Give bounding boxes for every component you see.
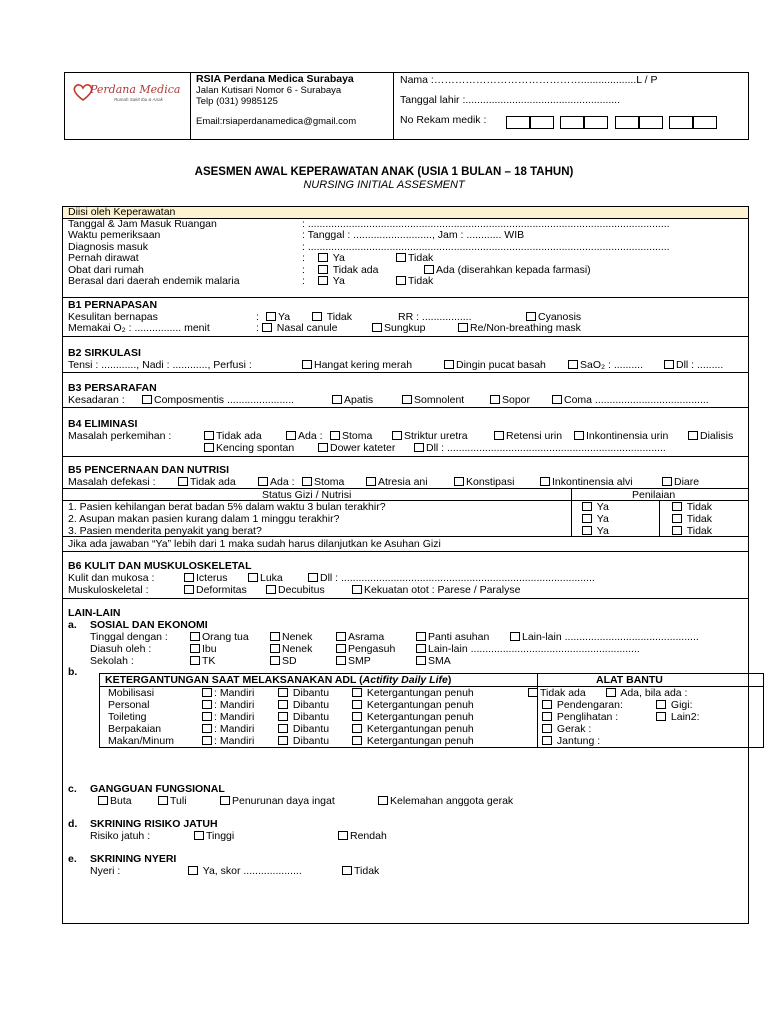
adl-row-label: Personal	[108, 699, 150, 711]
b3-kesadaran: Kesadaran :	[68, 394, 125, 406]
lain-title: LAIN-LAIN	[68, 607, 121, 619]
tinggal-orang-tua[interactable]: Orang tua	[190, 631, 249, 643]
hospital-logo	[72, 80, 187, 110]
alat-bantu-item[interactable]: Gerak :	[542, 723, 591, 735]
b3-coma[interactable]: Coma .......................................	[552, 394, 709, 406]
b6-deformitas[interactable]: Deformitas	[184, 584, 247, 596]
b2-dll[interactable]: Dll : .........	[664, 359, 723, 371]
nutrisi-tidak[interactable]: Tidak	[672, 525, 712, 537]
status-gizi-header: Status Gizi / Nutrisi	[262, 489, 352, 501]
sekolah-sd[interactable]: SD	[270, 655, 297, 667]
adl-dibantu[interactable]: Dibantu	[278, 723, 329, 735]
b2-hangat[interactable]: Hangat kering merah	[302, 359, 412, 371]
tinggal-nenek[interactable]: Nenek	[270, 631, 312, 643]
tinggal-label: Tinggal dengan :	[90, 631, 168, 643]
lain-a-letter: a.	[68, 619, 77, 631]
b2-tensi[interactable]: Tensi : ............, Nadi : ............, Perfusi :	[68, 359, 252, 371]
penilaian-header: Penilaian	[632, 489, 676, 501]
b1-cyanosis[interactable]: Cyanosis	[526, 311, 581, 323]
nutrisi-note: Jika ada jawaban “Ya” lebih dari 1 maka sudah harus dilanjutkan ke Asuhan Gizi	[68, 538, 441, 550]
lain-e-letter: e.	[68, 853, 77, 865]
nutrisi-ya[interactable]: Ya	[582, 513, 609, 525]
lain-c-title: GANGGUAN FUNGSIONAL	[90, 783, 225, 795]
diasuh-lain[interactable]: Lain-lain ..........................................................	[416, 643, 640, 655]
nutrisi-table-divider	[659, 500, 660, 536]
nutrisi-question: 2. Asupan makan pasien kurang dalam 1 minggu terakhir?	[68, 513, 340, 525]
b1-nasal[interactable]: : Nasal canule	[256, 322, 338, 334]
rekam-medik-label: No Rekam medik :	[400, 114, 487, 126]
b1-colon: :	[256, 311, 259, 323]
b5-konstipasi[interactable]: Konstipasi	[454, 476, 514, 488]
b5-stoma[interactable]: Stoma	[302, 476, 344, 488]
nutrisi-ya[interactable]: Ya	[582, 501, 609, 513]
adl-row-label: Toileting	[108, 711, 147, 723]
lain-d-letter: d.	[68, 818, 78, 830]
b2-sao2[interactable]: SaO₂ : ..........	[568, 359, 643, 371]
risiko-rendah[interactable]: Rendah	[338, 830, 387, 842]
b1-sungkup[interactable]: Sungkup	[372, 322, 425, 334]
b5-masalah: Masalah defekasi :	[68, 476, 156, 488]
b1-rr[interactable]: RR : .................	[398, 311, 472, 323]
b1-kesulitan: Kesulitan bernapas	[68, 311, 158, 323]
intro-row-value[interactable]: : ............................................................................................................................	[302, 241, 670, 253]
alat-bantu-item[interactable]: Penglihatan :	[542, 711, 618, 723]
intro-row-label: Berasal dari daerah endemik malaria	[68, 275, 240, 287]
tinggal-asrama[interactable]: Asrama	[336, 631, 384, 643]
nutrisi-table-divider	[571, 488, 572, 536]
nyeri-label: Nyeri :	[90, 865, 121, 877]
lain-b-letter: b.	[68, 666, 78, 678]
logo-text: Perdana Medica	[90, 83, 181, 96]
b6-kekuatan[interactable]: Kekuatan otot : Parese / Paralyse	[352, 584, 520, 596]
b3-somnolent[interactable]: Somnolent	[402, 394, 464, 406]
b4-title: B4 ELIMINASI	[68, 418, 138, 430]
divider	[62, 551, 749, 552]
intro-row-value[interactable]: : Tanggal : ..........................., Jam : ............ WIB	[302, 229, 525, 241]
intro-row-label: Tanggal & Jam Masuk Ruangan	[68, 218, 217, 230]
adl-dibantu[interactable]: Dibantu	[278, 687, 329, 699]
adl-ketergantungan[interactable]: Ketergantungan penuh	[352, 723, 474, 735]
c-tuli[interactable]: Tuli	[158, 795, 187, 807]
b3-sopor[interactable]: Sopor	[490, 394, 530, 406]
intro-row-value: :	[302, 264, 305, 276]
adl-mandiri[interactable]: : Mandiri	[202, 735, 254, 747]
b1-title: B1 PERNAPASAN	[68, 299, 158, 311]
adl-table-divider	[537, 673, 538, 748]
b4-stoma[interactable]: Stoma	[330, 430, 372, 442]
b5-tidak-ada[interactable]: Tidak ada	[178, 476, 236, 488]
c-buta[interactable]: Buta	[98, 795, 132, 807]
alat-bantu-item[interactable]: Tidak ada	[528, 687, 586, 699]
intro-row-value: :	[302, 275, 305, 287]
hospital-phone: Telp (031) 9985125	[196, 96, 278, 107]
b5-inkontinensia[interactable]: Inkontinensia alvi	[540, 476, 633, 488]
diasuh-pengasuh[interactable]: Pengasuh	[336, 643, 395, 655]
header-divider-1	[190, 72, 191, 140]
tinggal-lain[interactable]: Lain-lain ..............................................	[510, 631, 699, 643]
alat-ada-bila[interactable]: Ada, bila ada :	[606, 687, 687, 699]
b1-tidak[interactable]: Tidak	[312, 311, 352, 323]
lain-d-title: SKRINING RISIKO JATUH	[90, 818, 218, 830]
divider	[62, 407, 749, 408]
malaria-ya[interactable]: Ya	[318, 275, 345, 287]
tanggal-lahir-field[interactable]: Tanggal lahir :.....................................................	[400, 94, 620, 106]
obat-tidak-ada[interactable]: Tidak ada	[318, 264, 378, 276]
nama-field[interactable]: Nama :……………………………………...................L / P	[400, 74, 658, 86]
hospital-address: Jalan Kutisari Nomor 6 - Surabaya	[196, 85, 342, 96]
adl-row-label: Makan/Minum	[108, 735, 174, 747]
sekolah-label: Sekolah :	[90, 655, 134, 667]
intro-row-value[interactable]: : ............................................................................................................................	[302, 218, 670, 230]
adl-dibantu[interactable]: Dibantu	[278, 711, 329, 723]
risiko-label: Risiko jatuh :	[90, 830, 151, 842]
c-kelemahan[interactable]: Kelemahan anggota gerak	[378, 795, 513, 807]
alat-bantu-item[interactable]: Jantung :	[542, 735, 600, 747]
adl-ketergantungan[interactable]: Ketergantungan penuh	[352, 699, 474, 711]
divider	[62, 456, 749, 457]
alat-bantu-item[interactable]: Pendengaran:	[542, 699, 623, 711]
adl-dibantu[interactable]: Dibantu	[278, 735, 329, 747]
b6-decubitus[interactable]: Decubitus	[266, 584, 325, 596]
b4-dll[interactable]: Dll : ...........................................................................	[414, 442, 666, 454]
nutrisi-question: 3. Pasien menderita penyakit yang berat?	[68, 525, 262, 537]
adl-mandiri[interactable]: : Mandiri	[202, 687, 254, 699]
c-penurunan[interactable]: Penurunan daya ingat	[220, 795, 335, 807]
adl-row-label: Mobilisasi	[108, 687, 155, 699]
b1-memakai[interactable]: Memakai O₂ : ................ menit	[68, 322, 210, 334]
b6-icterus[interactable]: Icterus	[184, 572, 228, 584]
nyeri-tidak[interactable]: Tidak	[342, 865, 379, 877]
diasuh-label: Diasuh oleh :	[90, 643, 152, 655]
sekolah-smp[interactable]: SMP	[336, 655, 371, 667]
alat-gigi[interactable]: Gigi:	[656, 699, 693, 711]
malaria-tidak[interactable]: Tidak	[396, 275, 433, 287]
b3-title: B3 PERSARAFAN	[68, 382, 157, 394]
diasuh-nenek[interactable]: Nenek	[270, 643, 312, 655]
b4-tidak-ada[interactable]: Tidak ada	[204, 430, 262, 442]
sekolah-sma[interactable]: SMA	[416, 655, 451, 667]
b4-retensi[interactable]: Retensi urin	[494, 430, 562, 442]
divider	[62, 336, 749, 337]
intro-row-label: Diagnosis masuk	[68, 241, 148, 253]
b5-ada[interactable]: Ada :	[258, 476, 295, 488]
nutrisi-tidak[interactable]: Tidak	[672, 513, 712, 525]
b5-diare[interactable]: Diare	[662, 476, 699, 488]
intro-row-value: :	[302, 252, 305, 264]
header-divider-2	[393, 72, 394, 140]
b5-atresia[interactable]: Atresia ani	[366, 476, 428, 488]
b6-title: B6 KULIT DAN MUSKULOSKELETAL	[68, 560, 252, 572]
diisi-label: Diisi oleh Keperawatan	[68, 206, 176, 218]
b4-striktur[interactable]: Striktur uretra	[392, 430, 468, 442]
intro-row-label: Obat dari rumah	[68, 264, 144, 276]
nutrisi-tidak[interactable]: Tidak	[672, 501, 712, 513]
b6-musk: Muskuloskeletal :	[68, 584, 149, 596]
adl-ketergantungan[interactable]: Ketergantungan penuh	[352, 711, 474, 723]
b4-masalah: Masalah perkemihan :	[68, 430, 172, 442]
b4-ada[interactable]: Ada :	[286, 430, 323, 442]
nyeri-ya[interactable]: Ya, skor ....................	[188, 865, 302, 877]
adl-ketergantungan[interactable]: Ketergantungan penuh	[352, 687, 474, 699]
b1-rebreathing[interactable]: Re/Non-breathing mask	[458, 322, 581, 334]
hospital-name: RSIA Perdana Medica Surabaya	[196, 73, 354, 85]
adl-ketergantungan[interactable]: Ketergantungan penuh	[352, 735, 474, 747]
adl-mandiri[interactable]: : Mandiri	[202, 699, 254, 711]
page-subtitle: NURSING INITIAL ASSESMENT	[303, 179, 465, 191]
b3-compos[interactable]: Composmentis .......................	[142, 394, 294, 406]
intro-row-label: Pernah dirawat	[68, 252, 139, 264]
adl-header: KETERGANTUNGAN SAAT MELAKSANAKAN ADL (Actifity Daily Life)	[105, 674, 452, 686]
nutrisi-ya[interactable]: Ya	[582, 525, 609, 537]
diasuh-ibu[interactable]: Ibu	[190, 643, 217, 655]
hospital-email: Email:rsiaperdanamedica@gmail.com	[196, 116, 357, 127]
b6-luka[interactable]: Luka	[248, 572, 283, 584]
risiko-tinggi[interactable]: Tinggi	[194, 830, 234, 842]
b4-inkontinensia[interactable]: Inkontinensia urin	[574, 430, 668, 442]
alat-lain2[interactable]: Lain2:	[656, 711, 700, 723]
adl-row-label: Berpakaian	[108, 723, 162, 735]
divider	[62, 372, 749, 373]
sekolah-tk[interactable]: TK	[190, 655, 215, 667]
b2-dingin[interactable]: Dingin pucat basah	[444, 359, 546, 371]
adl-dibantu[interactable]: Dibantu	[278, 699, 329, 711]
b1-ya[interactable]: Ya	[266, 311, 290, 323]
b6-kulit: Kulit dan mukosa :	[68, 572, 155, 584]
b6-dll[interactable]: Dll : .......................................................................................	[308, 572, 595, 584]
intro-row-label: Waktu pemeriksaan	[68, 229, 161, 241]
b5-title: B5 PENCERNAAN DAN NUTRISI	[68, 464, 230, 476]
b4-dower[interactable]: Dower kateter	[318, 442, 395, 454]
lain-a-title: SOSIAL DAN EKONOMI	[90, 619, 208, 631]
b3-apatis[interactable]: Apatis	[332, 394, 373, 406]
tinggal-panti[interactable]: Panti asuhan	[416, 631, 489, 643]
page-title: ASESMEN AWAL KEPERAWATAN ANAK (USIA 1 BULAN – 18 TAHUN)	[194, 166, 574, 178]
pernah-ya[interactable]: Ya	[318, 252, 345, 264]
divider	[62, 297, 749, 298]
b2-title: B2 SIRKULASI	[68, 347, 141, 359]
logo-tagline: Rumah Sakit Ibu & Anak	[114, 97, 163, 102]
b4-kencing[interactable]: Kencing spontan	[204, 442, 294, 454]
adl-mandiri[interactable]: : Mandiri	[202, 723, 254, 735]
nutrisi-question: 1. Pasien kehilangan berat badan 5% dalam waktu 3 bulan terakhir?	[68, 501, 386, 513]
obat-ada[interactable]: Ada (diserahkan kepada farmasi)	[424, 264, 591, 276]
alat-bantu-header: ALAT BANTU	[596, 674, 663, 686]
adl-mandiri[interactable]: : Mandiri	[202, 711, 254, 723]
pernah-tidak[interactable]: Tidak	[396, 252, 433, 264]
lain-e-title: SKRINING NYERI	[90, 853, 177, 865]
b4-dialisis[interactable]: Dialisis	[688, 430, 733, 442]
divider	[62, 598, 749, 599]
lain-c-letter: c.	[68, 783, 77, 795]
